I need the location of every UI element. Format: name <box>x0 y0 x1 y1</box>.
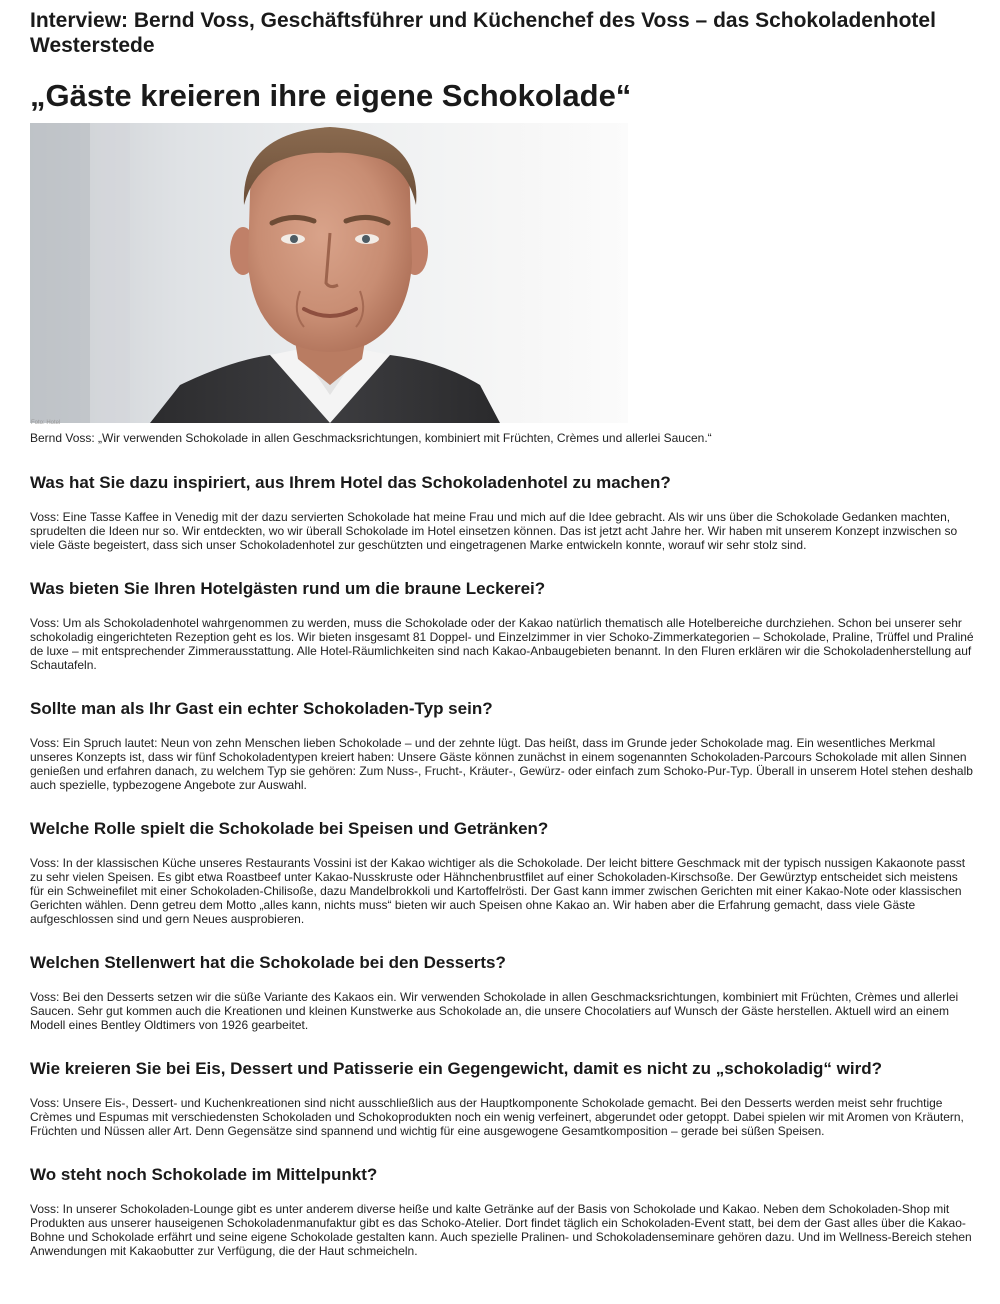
qa-question: Was hat Sie dazu inspiriert, aus Ihrem Hotel das Schokoladenhotel zu machen? <box>30 473 671 492</box>
qa-item <box>30 953 975 1032</box>
portrait-photo <box>30 123 628 426</box>
qa-item <box>30 473 975 552</box>
qa-item <box>30 819 975 926</box>
qa-question: Sollte man als Ihr Gast ein echter Schokoladen-Typ sein? <box>30 699 493 718</box>
qa-answer: Voss: In unserer Schokoladen-Lounge gibt es unter anderem diverse heiße und kalte Getränke auf der Basis von Schokolade und Kakao. Neben dem Schokoladen-Shop mit Produkten aus unserer hauseigenen Schokoladenmanufaktur gibt es das Schoko-Atelier. Dort findet täglich ein Schokoladen-Event statt, bei dem der Gast alles über die Kakao-Bohne und Schokolade erfährt und seine eigene Schokolade gestalten kann. Auch spezielle Pralinen- und Schokoladenseminare gehören dazu. Und im Wellness-Bereich stehen Anwendungen mit Kakaobutter zur Verfügung, die der Haut schmeicheln. <box>30 1202 972 1258</box>
qa-answer: Voss: Ein Spruch lautet: Neun von zehn Menschen lieben Schokolade – und der zehnte lügt. Das heißt, dass im Grunde jeder Schokolade mag. Ein wesentliches Merkmal unseres Konzepts ist, dass wir fünf Schokoladentypen kreiert haben: Unsere Gäste können zunächst in einem sogenannten Schokoladen-Parcours Schokolade mit allen Sinnen genießen und erfahren danach, zu welchem Typ sie gehören: Zum Nuss-, Frucht-, Kräuter-, Gewürz- oder einfach zum Schoko-Pur-Typ. Überall in unserem Hotel stehen deshalb auch spezielle, typbezogene Angebote zur Auswahl. <box>30 736 973 792</box>
qa-question: Was bieten Sie Ihren Hotelgästen rund um die braune Leckerei? <box>30 579 546 598</box>
article-headline: „Gäste kreieren ihre eigene Schokolade“ <box>30 78 632 113</box>
qa-answer: Voss: Bei den Desserts setzen wir die süße Variante des Kakaos ein. Wir verwenden Schokolade in allen Geschmacksrichtungen, kombiniert mit Früchten, Crèmes und allerlei Saucen. Sehr gut kommen auch die Kreationen und kleinen Kunstwerke aus Schokolade an, die unsere Chocolatiers auf Wunsch der Gäste herstellen. Aktuell wird an einem Modell eines Bentley Oldtimers von 1926 gearbeitet. <box>30 990 959 1032</box>
qa-question: Welche Rolle spielt die Schokolade bei Speisen und Getränken? <box>30 819 549 838</box>
qa-question: Welchen Stellenwert hat die Schokolade bei den Desserts? <box>30 953 506 972</box>
photo-caption: Bernd Voss: „Wir verwenden Schokolade in allen Geschmacksrichtungen, kombiniert mit Früchten, Crèmes und allerlei Saucen.“ <box>30 431 712 445</box>
article-kicker: Interview: Bernd Voss, Geschäftsführer und Küchenchef des Voss – das Schokoladenhotel Westerstede <box>30 9 936 57</box>
portrait-photo-icon <box>30 123 628 423</box>
qa-answer: Voss: Eine Tasse Kaffee in Venedig mit der dazu servierten Schokolade hat meine Frau und mich auf die Idee gebracht. Als wir uns über die Schokolade Gedanken machten, sprudelten die Ideen nur so. Wir entdeckten, wo wir überall Schokolade im Hotel einsetzen können. Das ist jetzt acht Jahre her. Wir haben mit unserem Konzept inzwischen so viele Gäste begeistert, dass sich unser Schokoladenhotel zur geschützten und eingetragenen Marke entwickeln konnte, worauf wir sehr stolz sind. <box>30 510 958 552</box>
qa-answer: Voss: Um als Schokoladenhotel wahrgenommen zu werden, muss die Schokolade oder der Kakao natürlich thematisch alle Hotelbereiche durchziehen. Schon bei unserer sehr schokoladig eingerichteten Rezeption geht es los. Wir bieten insgesamt 81 Doppel- und Einzelzimmer in vier Schoko-Zimmerkategorien – Schokolade, Praline, Trüffel und Praliné de luxe – mit entsprechender Zimmerausstattung. Alle Hotel-Räumlichkeiten sind nach Kakao-Anbaugebieten benannt. In den Fluren erklären wir die Schokoladenherstellung auf Schautafeln. <box>30 616 974 672</box>
qa-item <box>30 1165 975 1258</box>
qa-item <box>30 699 975 792</box>
qa-item <box>30 579 975 672</box>
qa-answer: Voss: In der klassischen Küche unseres Restaurants Vossini ist der Kakao wichtiger als die Schokolade. Der leicht bittere Geschmack mit der typisch nussigen Kakaonote passt zu sehr vielen Speisen. Es gibt etwa Roastbeef unter Kakao-Nusskruste oder Hähnchenbrustfilet auf einer Schokoladen-Kirschsoße. Der Gewürztyp entscheidet sich meistens für ein Schweinefilet mit einer Schokoladen-Chilisoße, dazu Mandelbrokkoli und Kartoffelrösti. Der Gast kann immer zwischen Gerichten mit einer Kakao-Note oder klassischen Gerichten wählen. Denn getreu dem Motto „alles kann, nichts muss“ bieten wir auch Speisen ohne Kakao an. Wir haben aber die Erfahrung gemacht, dass viele Gäste aufgeschlossen sind und gern Neues ausprobieren. <box>30 856 966 926</box>
qa-item <box>30 1059 975 1138</box>
qa-question: Wo steht noch Schokolade im Mittelpunkt? <box>30 1165 378 1184</box>
article <box>30 8 975 1258</box>
qa-answer: Voss: Unsere Eis-, Dessert- und Kuchenkreationen sind nicht ausschließlich aus der Hauptkomponente Schokolade gemacht. Bei den Desserts werden meist sehr fruchtige Crèmes und Espumas mit verschiedensten Schokoladen und Schokoprodukten noch ein wenig verfeinert, abgerundet oder getoppt. Dabei spielen wir mit Aromen von Kräutern, Früchten und Nüssen aller Art. Denn Gegensätze sind spannend und wichtig für eine ausgewogene Gesamtkomposition – gerade bei süßen Speisen. <box>30 1096 964 1138</box>
qa-question: Wie kreieren Sie bei Eis, Dessert und Patisserie ein Gegengewicht, damit es nicht zu „schokoladig“ wird? <box>30 1059 882 1078</box>
photo-credit: Foto: Hotel <box>31 420 61 426</box>
